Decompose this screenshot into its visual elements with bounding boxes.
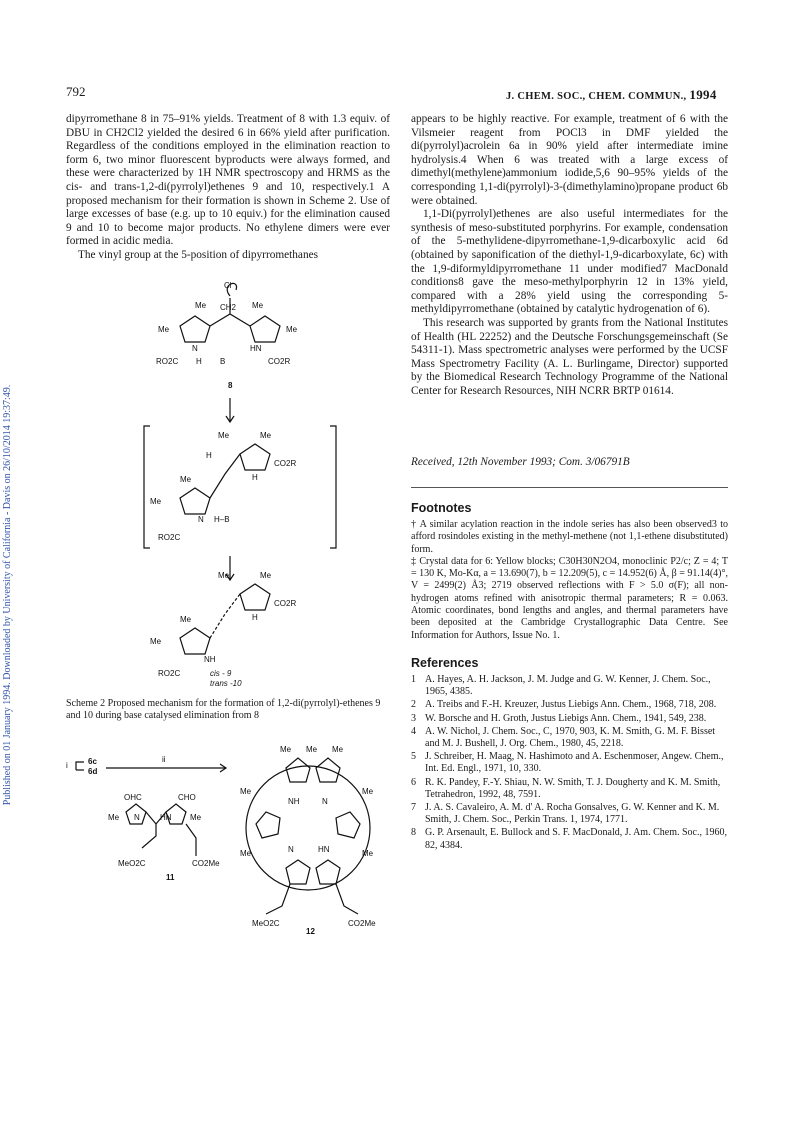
scheme-label-me-l: Me — [150, 637, 162, 646]
footnote-2: ‡ Crystal data for 6: Yellow blocks; C30H30N2O4, monoclinic P2/c; Z = 4; T = 130 K, Mo-Kα, a = 13.690(7), b = 12.209(5), c = 14.952(6) Å, β = 91.14(4)°, V = 2499(2) Å3; 2719 observed reflections with F > 5.0 σ(F); all non-hydrogen atoms refined with anisotropic thermal parameters; R = 0.063. Atomic coordinates, bond lengths and angles, and thermal parameters have been deposited at the Cambridge Crystallographic Data Centre. See Information for Authors, Issue No. 1. — [411, 555, 728, 641]
label-hn-11: HN — [160, 813, 172, 822]
label-n-12b: N — [288, 845, 294, 854]
page-number: 792 — [66, 84, 86, 99]
label-hn-12: HN — [318, 845, 330, 854]
scheme-label-me-i: Me — [218, 571, 230, 580]
scheme-2-mechanism — [140, 276, 340, 686]
scheme-caption-text: Scheme 2 Proposed mechanism for the formation of 1,2-di(pyrrolyl)-ethenes 9 and 10 during base catalysed elimination from 8 — [66, 698, 381, 722]
scheme-label-h-b: H — [206, 451, 212, 460]
reference-number: 1 — [411, 674, 416, 685]
footnotes-heading: Footnotes — [411, 501, 472, 515]
scheme-label-nh-d: NH — [204, 655, 216, 664]
label-me-12e: Me — [362, 787, 374, 796]
scheme-label-b-a: B — [220, 357, 226, 366]
scheme-label-me-e: Me — [218, 431, 230, 440]
scheme-label-nh-b: H — [252, 473, 258, 482]
scheme-label-me-b: Me — [252, 301, 264, 310]
reference-item — [411, 674, 728, 698]
reference-number: 4 — [411, 725, 416, 737]
scheme-label-n-a: N — [192, 344, 198, 353]
scheme-label-me-k: Me — [180, 615, 192, 624]
left-column — [66, 113, 390, 263]
scheme-caption — [66, 698, 390, 723]
right-paragraph-2: 1,1-Di(pyrrolyl)ethenes are also useful intermediates for the synthesis of meso-substituted porphyrins. For example, condensation of the 5-methylidene-dipyrromethane-1,9-dicarboxylic acid 6d (obtained by saponification of the diethyl-1,9-dicarboxylate, 6c) with the 1,9-diformyldipyrromethane 11 under modified7 MacDonald conditions8 gave the meso-methylporphyrin 12 in 13% yield, compared with a 28% yield using the corresponding 5-methyldipyrromethane (obtained by catalytic hydrogenation of 6). — [411, 208, 728, 316]
reference-text: W. Borsche and H. Groth, Justus Liebigs Ann. Chem., 1941, 549, 238. — [425, 712, 707, 724]
scheme-label-ro2c-a: RO2C — [156, 357, 179, 366]
scheme-label-ro2c-b: RO2C — [158, 533, 181, 542]
right-paragraph-1: appears to be highly reactive. For example, treatment of 6 with the Vilsmeier reagent from POCl3 in DMF yielded the di(pyrrolyl)acrolein 6a in 90% yield after intermediate imine hydrolysis.4 When 6 was treated with a large excess of dimethyl(methylene)ammonium iodide,5,6 90–95% yields of the corresponding 1,1-di(pyrrolyl)-3-(dimethylamino)propane product 6b were obtained. — [411, 113, 728, 207]
scheme-label-co2r-a: CO2R — [268, 357, 291, 366]
references-heading: References — [411, 656, 479, 670]
reference-number: 2 — [411, 699, 416, 711]
journal-header — [506, 87, 717, 103]
scheme-label-trans: trans -10 — [210, 679, 242, 686]
reference-text: R. K. Pandey, F.-Y. Shiau, N. W. Smith, T. J. Dougherty and K. M. Smith, Tetrahedron, 1992, 48, 7591. — [425, 776, 721, 800]
label-n-12a: N — [322, 797, 328, 806]
label-co2me-11: CO2Me — [192, 859, 220, 868]
scheme-label-ro2c-c: RO2C — [158, 669, 181, 678]
scheme-label-me-a: Me — [195, 301, 207, 310]
left-paragraph-2: The vinyl group at the 5-position of dipyrromethanes — [78, 248, 319, 261]
reference-text: J. Schreiber, H. Maag, N. Hashimoto and A. Eschenmoser, Angew. Chem., Int. Ed. Engl., 1971, 10, 330. — [425, 751, 724, 775]
reference-item — [411, 699, 728, 711]
reference-text: J. A. S. Cavaleiro, A. M. d' A. Rocha Gonsalves, G. W. Kenner and K. M. Smith, J. Chem. Soc., Perkin Trans. 1, 1974, 1771. — [425, 802, 720, 826]
scheme-label-cl: Cl — [224, 281, 232, 290]
scheme-label-n-b: N — [198, 515, 204, 524]
reference-item — [411, 751, 728, 775]
label-co2me-12: CO2Me — [348, 919, 376, 928]
compound-12: 12 — [306, 927, 315, 936]
footnotes — [411, 519, 728, 642]
reference-item — [411, 713, 728, 725]
label-me-11a: Me — [108, 813, 120, 822]
compound-11: 11 — [166, 873, 175, 882]
label-meo2c-11: MeO2C — [118, 859, 146, 868]
reference-text: A. Treibs and F.-H. Kreuzer, Justus Liebigs Ann. Chem., 1968, 718, 208. — [425, 699, 717, 711]
label-meo2c-12: MeO2C — [252, 919, 280, 928]
journal-year: 1994 — [689, 87, 717, 102]
label-6d: 6d — [88, 767, 98, 776]
label-ohc: OHC — [124, 793, 142, 802]
scheme-compound-8: 8 — [228, 381, 233, 390]
label-me-12c: Me — [332, 745, 344, 754]
footnote-1: † A similar acylation reaction in the indole series has also been observed3 to afford rosindoles existing in the methyl-methene (not 1,1-ethene disubstituted) form. — [411, 519, 728, 555]
journal-title: J. CHEM. SOC., CHEM. COMMUN., — [506, 91, 687, 102]
label-n-11: N — [134, 813, 140, 822]
received-date: Received, 12th November 1993; Com. 3/06791B — [411, 456, 630, 468]
scheme-label-me-f: Me — [260, 431, 272, 440]
left-paragraph-1: dipyrromethane 8 in 75–91% yields. Treatment of 8 with 1.3 equiv. of DBU in CH2Cl2 yielded the desired 6 in 66% yield after purification. Regardless of the conditions employed in the elimination reaction to form 6, two minor fluorescent byproducts were always formed, and these were characterized by 1H NMR spectroscopy and HRMS as the cis- and trans-1,2-di(pyrrolyl)ethenes 9 and 10, respectively.1 A proposed mechanism for their formation is shown in Scheme 2. Use of large excesses of base (e.g. up to 10 equiv.) for the elimination caused 9 and 10 to become major products. No ethylene dimers were ever formed in acidic media. — [66, 113, 390, 248]
footnote-divider — [411, 487, 728, 488]
right-column — [411, 113, 728, 398]
scheme-label-nh-c: H — [252, 613, 258, 622]
label-cho: CHO — [178, 793, 196, 802]
label-me-12d: Me — [240, 787, 252, 796]
label-me-12g: Me — [362, 849, 374, 858]
scheme-label-co2r-c: CO2R — [274, 599, 297, 608]
label-me-11b: Me — [190, 813, 202, 822]
scheme-label-me-j: Me — [260, 571, 272, 580]
scheme-label-h-a: H — [196, 357, 202, 366]
reference-text: A. W. Nichol, J. Chem. Soc., C, 1970, 903, K. M. Smith, G. M. F. Bisset and M. J. Bushell, J. Org. Chem., 1980, 45, 2218. — [425, 725, 716, 750]
reference-item — [411, 777, 728, 801]
reference-number: 8 — [411, 827, 416, 839]
label-me-12b: Me — [306, 745, 318, 754]
scheme-label-hb: H–B — [214, 515, 230, 524]
scheme-label-hn-a: HN — [250, 344, 262, 353]
reference-number: 6 — [411, 776, 416, 788]
label-6c: 6c — [88, 757, 97, 766]
reference-number: 5 — [411, 751, 416, 763]
reference-item — [411, 802, 728, 826]
scheme-label-me-h: Me — [150, 497, 162, 506]
scheme-label-cis: cis - 9 — [210, 669, 232, 678]
reference-text: A. Hayes, A. H. Jackson, J. M. Judge and G. W. Kenner, J. Chem. Soc., 1965, 4385. — [425, 674, 711, 698]
label-me-12a: Me — [280, 745, 292, 754]
scheme-label-me-c: Me — [158, 325, 170, 334]
label-i: i — [66, 761, 68, 770]
reference-number: 7 — [411, 802, 416, 814]
references-list — [411, 674, 728, 853]
label-nh-12: NH — [288, 797, 300, 806]
scheme-label-me-g: Me — [180, 475, 192, 484]
reference-item — [411, 726, 728, 750]
label-ii: ii — [162, 755, 166, 764]
label-me-12f: Me — [240, 849, 252, 858]
reference-text: G. P. Arsenault, E. Bullock and S. F. MacDonald, J. Am. Chem. Soc., 1960, 82, 4384. — [425, 827, 727, 851]
sidebar-text[interactable]: Published on 01 January 1994. Downloaded by University of California - Davis on 26/10/2014 19:37:49. — [2, 384, 13, 806]
sidebar-download-notice — [0, 384, 24, 806]
scheme-label-co2r-b: CO2R — [274, 459, 297, 468]
porphyrin-scheme — [66, 728, 390, 938]
right-paragraph-3: This research was supported by grants from the National Institutes of Health (HL 22252) and the Deutsche Forschungsgemeinschaft (Se 54311-1). Mass spectrometric analyses were performed by the UCSF Mass Spectrometry Facility (A. L. Burlingame, Director) supported by the Biomedical Research Technology Programme of the National Center for Research Resources, NIH NCRR BRTP 01614. — [411, 316, 728, 397]
scheme-label-me-d: Me — [286, 325, 298, 334]
scheme-label-ch2: CH2 — [220, 303, 237, 312]
reference-number: 3 — [411, 712, 416, 724]
reference-item — [411, 827, 728, 851]
